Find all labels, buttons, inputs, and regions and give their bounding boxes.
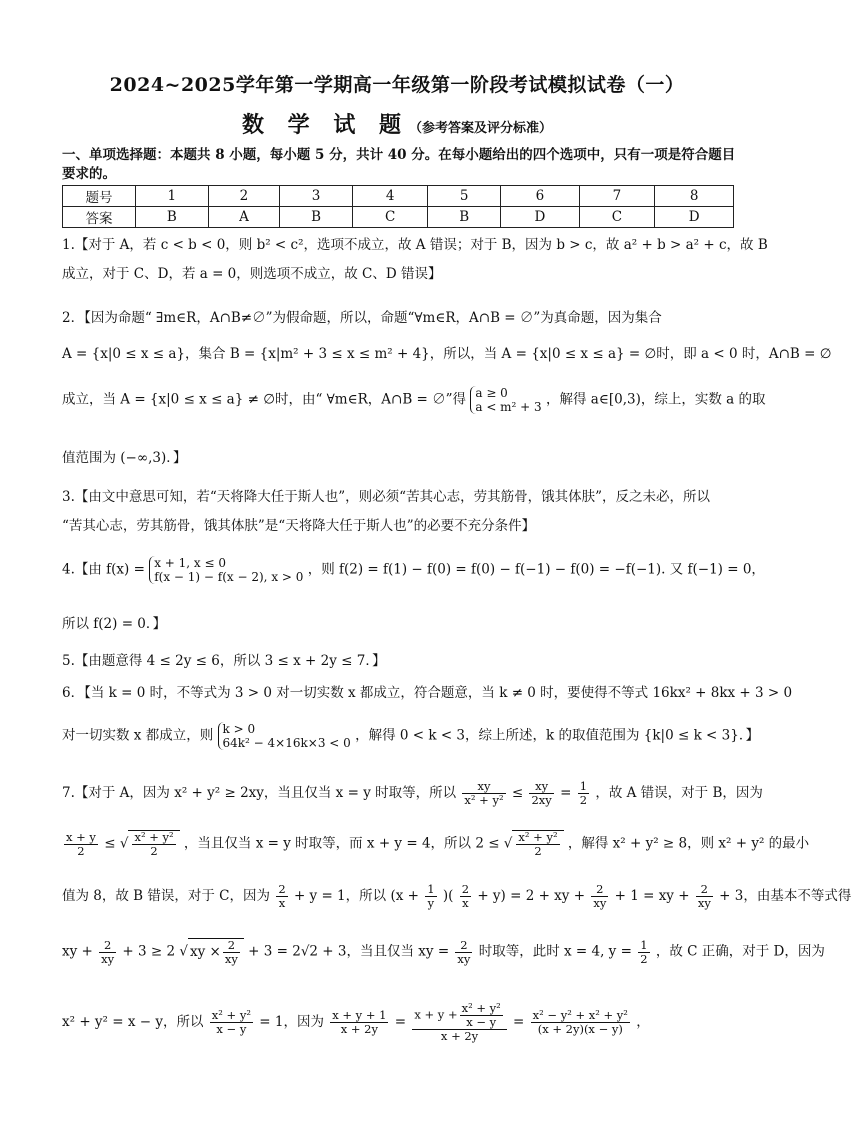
q7-l2-le: ≤ <box>104 835 116 852</box>
q7-l2-sqrt-frac <box>132 831 175 858</box>
frac-denominator: 2 <box>534 844 542 858</box>
frac-denominator: x <box>278 896 286 910</box>
q1-line-1: 1.【对于 A，若 c < b < 0，则 b² < c²，选项不成立，故 A 错误；对于 B，因为 b > c，故 a² + b > a² + c，故 B <box>62 237 768 253</box>
frac-denominator: x − y <box>216 1022 247 1036</box>
table-cell-number: 1 <box>136 186 209 207</box>
table-cell-number: 4 <box>352 186 427 207</box>
q7-line-5 <box>62 1002 734 1043</box>
frac-numerator: x + y + 1 <box>332 1008 387 1022</box>
q4-piece-2: f(x − 1) − f(x − 2), x > 0 <box>154 570 304 584</box>
q6-line-1: 6．【当 k = 0 时，不等式为 3 > 0 对一切实数 x 都成立，符合题意，当 k ≠ 0 时，要使得不等式 16kx² + 8kx + 3 > 0 <box>62 685 793 701</box>
q2-line-3-text-a: 成立，当 A = {x|0 ≤ x ≤ a} ≠ ∅时，由“ ∀m∈R，A∩B = ∅”得 <box>62 391 467 408</box>
frac-denominator: xy <box>457 951 471 966</box>
frac-denominator: (x + 2y)(x − y) <box>537 1022 623 1036</box>
q2-line-3-text-c: ，解得 a∈[0,3)，综上，实数 a 的取 <box>546 391 766 408</box>
frac-numerator: 1 <box>640 937 648 952</box>
q7-l4-frac-3 <box>638 939 649 966</box>
answer-table <box>62 185 734 228</box>
table-cell-number: 6 <box>501 186 580 207</box>
q6-system-brace <box>218 722 351 750</box>
table-cell-answer: A <box>208 207 280 228</box>
q7-l5-text-a: x² + y² = x − y，所以 <box>62 1014 204 1030</box>
table-cell-answer: C <box>352 207 427 228</box>
q4-text-c: ，则 f(2) = f(1) − f(0) = f(0) − f(−1) − f(0) = −f(−1). 又 f(−1) = 0， <box>307 561 765 578</box>
exam-title: 2024~2025学年第一学期高一年级第一阶段考试模拟试卷（一） <box>109 74 685 96</box>
table-cell-number: 7 <box>579 186 654 207</box>
table-cell-number: 8 <box>655 186 734 207</box>
frac-denominator: y <box>427 896 435 910</box>
q6-text-a: 对一切实数 x 都成立，则 <box>62 727 214 744</box>
q7-l4-text-b: + 3 ≥ 2 <box>122 943 176 960</box>
q7-l1-text-a: 7.【对于 A，因为 x² + y² ≥ 2xy，当且仅当 x = y 时取等，所以 <box>62 785 457 801</box>
q7-l1-text-b: ，故 A 错误，对于 B，因为 <box>595 785 763 801</box>
q7-l3-frac-2 <box>425 883 436 910</box>
q7-l3-frac-1b <box>460 883 471 910</box>
table-cell-number: 5 <box>428 186 501 207</box>
q7-l3-frac-3b <box>696 883 713 910</box>
subject-title-line <box>0 108 794 139</box>
q7-l2-sqrt-2 <box>512 830 563 858</box>
q6-line-2 <box>62 722 760 750</box>
frac-denominator: x <box>462 896 469 910</box>
frac-denominator: x − y <box>466 1015 497 1029</box>
q7-l2-frac-1 <box>64 831 98 858</box>
table-cell-answer: B <box>428 207 501 228</box>
subject-subtitle: （参考答案及评分标准） <box>408 121 552 136</box>
frac-denominator: x + 2y <box>440 1029 479 1043</box>
q7-l3-frac-1 <box>276 883 287 910</box>
frac-denominator: xy <box>224 952 238 966</box>
q7-l4-frac-1 <box>99 939 116 966</box>
frac-numerator: 2 <box>278 882 286 896</box>
frac-numerator: xy <box>462 780 505 794</box>
frac-numerator: x² + y² <box>518 830 558 844</box>
q7-l2-text-a: ，当且仅当 x = y 时取等，而 x + y = 4，所以 2 ≤ <box>183 835 500 852</box>
q2-line-3 <box>62 386 766 414</box>
frac-numerator <box>412 1002 506 1030</box>
section-intro: 一、单项选择题：本题共 8 小题，每小题 5 分，共计 40 分。在每小题给出的四个选项中，只有一项是符合题目要求的。 <box>62 147 736 182</box>
frac-denominator: 2 <box>640 951 648 966</box>
q7-frac-2 <box>529 780 553 807</box>
table-cell-answer: B <box>136 207 209 228</box>
q7-frac-3 <box>578 780 589 807</box>
q7-l5-frac-1 <box>210 1009 253 1036</box>
frac-denominator: x + 2y <box>340 1022 378 1036</box>
frac-numerator: x² + y² <box>134 830 174 844</box>
q6-system-row-2: 64k² − 4×16k×3 < 0 <box>222 736 351 750</box>
q7-l5-text-d: ， <box>636 1014 650 1030</box>
q3-line-1: 3.【由文中意思可知，若“天将降大任于斯人也”，则必须“苦其心志，劳其筋骨，饿其体肤”，反之未必，所以 <box>62 489 710 505</box>
q3-line-2: “苦其心志，劳其筋骨，饿其体肤”是“天将降大任于斯人也”的必要不充分条件】 <box>62 518 536 534</box>
table-cell-answer: D <box>501 207 580 228</box>
table-cell-answer: C <box>579 207 654 228</box>
q7-l4-sqrt <box>188 938 244 966</box>
subject-title: 数 学 试 题 <box>242 112 409 138</box>
table-cell-number: 3 <box>280 186 353 207</box>
q2-system-row-1: a ≥ 0 <box>475 386 508 400</box>
q7-l2-sqrt-1 <box>128 830 179 858</box>
frac-denominator: xy <box>101 951 115 966</box>
q7-line-1 <box>62 779 763 807</box>
frac-denominator: 2 <box>579 793 588 807</box>
table-header-answer: 答案 <box>63 207 136 228</box>
q2-system-brace <box>470 386 541 414</box>
frac-numerator: 2 <box>461 882 470 896</box>
frac-numerator-text: x + y + <box>414 1007 458 1022</box>
q1-line-2: 成立，对于 C、D，若 a = 0，则选项不成立，故 C、D 错误】 <box>62 266 442 282</box>
frac-numerator: 2 <box>455 939 472 953</box>
q7-l5-text-b: = 1，因为 <box>259 1014 324 1030</box>
q7-l3-frac-3 <box>591 883 608 910</box>
frac-numerator: x + y <box>66 829 96 844</box>
answer-table-row-numbers <box>63 186 734 207</box>
q7-le-sign: ≤ <box>511 785 524 801</box>
table-cell-answer: D <box>655 207 734 228</box>
q7-l3-text-e: + 1 = xy + <box>614 888 690 904</box>
q5-line-1: 5.【由题意得 4 ≤ 2y ≤ 6，所以 3 ≤ x + 2y ≤ 7．】 <box>62 653 386 669</box>
frac-numerator: 1 <box>427 882 435 896</box>
q2-line-4: 值范围为 (−∞,3)．】 <box>62 450 187 466</box>
frac-numerator: xy <box>529 780 553 794</box>
q7-l3-text-f: + 3，由基本不等式得 <box>719 888 851 904</box>
q7-l4-text-c: + 3 = 2√2 + 3，当且仅当 xy = <box>248 943 450 960</box>
q7-line-3 <box>62 882 851 910</box>
q7-line-2: $\frac{x + y}{2}$ ≤ √ $\frac{\text{x² + y²}}{2}$ ，当且仅当 x = y 时取等，而 x + y = 4，所以 2 ≤ √ $\frac{\text{x² + y²}}{2}$ ，解得 x² + y² ≥ 8，则 x² + y² 的最小 <box>66 829 810 858</box>
frac-denominator: 2 <box>77 843 85 858</box>
q7-line-4: xy + $\frac{2}{xy}$ + 3 ≥ 2 √ xy × $\frac{2}{xy}$ + 3 = 2√2 + 3，当且仅当 xy = $\frac{2}{xy}$ 时取等，此时 x = 4, y = $\frac{1}{2}$ ，故 C 正确，对于 D，因为 <box>62 937 825 966</box>
q4-piece-1: x + 1, x ≤ 0 <box>154 556 227 570</box>
table-cell-answer: B <box>280 207 353 228</box>
answer-table-row-answers <box>63 207 734 228</box>
frac-denominator: xy <box>697 896 711 910</box>
q7-l5-eq: = <box>513 1014 525 1030</box>
q4-piecewise-brace <box>149 556 303 584</box>
frac-numerator: 1 <box>579 779 588 793</box>
q7-l5-frac-3 <box>412 1002 506 1043</box>
q7-l5-frac-4 <box>531 1009 630 1036</box>
q7-l3-text-a: 值为 8，故 B 错误，对于 C，因为 <box>62 888 271 904</box>
frac-numerator: x² + y² <box>211 1008 251 1022</box>
frac-numerator: 2 <box>223 939 240 953</box>
q7-l3-text-d: + y) = 2 + xy + <box>477 888 586 904</box>
q7-l4-text-d: 时取等，此时 x = 4, y = <box>478 943 632 960</box>
q7-eq-sign: = <box>560 785 572 801</box>
frac-denominator: 2xy <box>531 793 552 807</box>
q6-text-c: ，解得 0 < k < 3，综上所述，k 的取值范围为 {k|0 ≤ k < 3}．】 <box>355 727 760 744</box>
frac-denominator: 2 <box>150 844 158 858</box>
q7-l5-inner-frac <box>460 1002 503 1029</box>
table-cell-number: 2 <box>208 186 280 207</box>
frac-denominator: xy <box>593 896 607 910</box>
q7-l5-frac-2 <box>330 1009 388 1036</box>
frac-denominator: x² + y² <box>464 793 504 807</box>
frac-numerator: x² − y² + x² + y² <box>532 1008 628 1022</box>
frac-numerator: 2 <box>696 883 713 897</box>
frac-numerator: 2 <box>591 883 608 897</box>
q2-system-row-2: a < m² + 3 <box>475 400 542 414</box>
q7-l3-text-c: )( <box>442 888 454 904</box>
q4-text-a: 4.【由 f(x) = <box>62 561 145 578</box>
q6-system-row-1: k > 0 <box>222 722 256 736</box>
frac-numerator: x² + y² <box>461 1001 501 1015</box>
q7-l4-text-a: xy + <box>62 943 93 960</box>
frac-numerator: 2 <box>99 939 116 953</box>
q7-l2-text-b: ，解得 x² + y² ≥ 8，则 x² + y² 的最小 <box>567 835 810 852</box>
q7-l4-frac-2 <box>455 939 472 966</box>
q7-l2-sqrt-frac-2 <box>516 831 559 858</box>
q7-l5-text-c: = <box>394 1014 407 1030</box>
q7-l3-text-b: + y = 1，所以 (x + <box>293 888 424 904</box>
q2-line-1: 2．【因为命题“ ∃m∈R，A∩B≠∅”为假命题，所以，命题“∀m∈R，A∩B = ∅”为真命题，因为集合 <box>62 310 662 326</box>
q7-frac-1 <box>462 780 505 807</box>
table-header-question: 题号 <box>63 186 136 207</box>
q4-line-1 <box>62 556 765 584</box>
q7-l4-sqrt-frac <box>223 939 240 966</box>
q4-line-2: 所以 f(2) = 0．】 <box>62 616 167 632</box>
q2-line-2: A = {x|0 ≤ x ≤ a}，集合 B = {x|m² + 3 ≤ x ≤ m² + 4}，所以，当 A = {x|0 ≤ x ≤ a} = ∅时，即 a < 0 时，A∩B = ∅ <box>62 346 832 362</box>
q7-l4-text-e: ，故 C 正确，对于 D，因为 <box>655 943 825 960</box>
sqrt-content: xy × <box>190 944 221 960</box>
